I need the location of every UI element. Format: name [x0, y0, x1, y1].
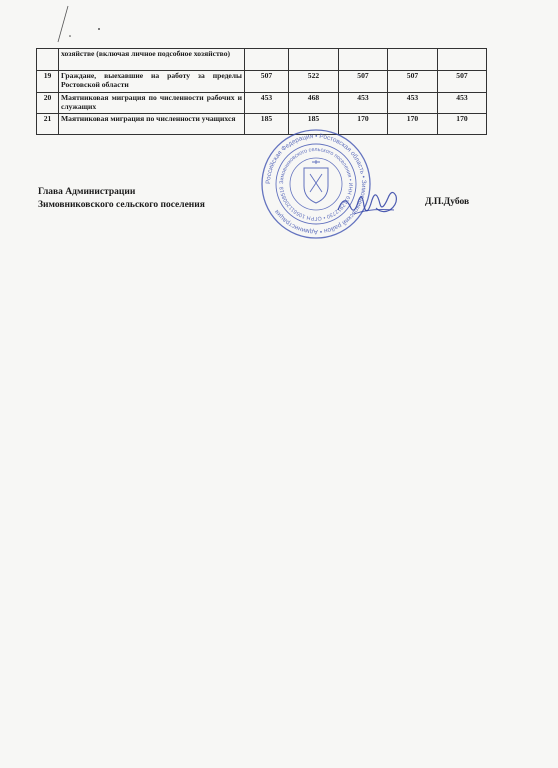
coat-of-arms-icon	[304, 160, 328, 203]
value-cell	[438, 49, 487, 71]
value-cell: 185	[289, 114, 339, 135]
value-cell	[339, 49, 388, 71]
signatory-name: Д.П.Дубов	[425, 197, 470, 207]
value-cell: 453	[438, 93, 487, 114]
scan-artifact-dot	[96, 26, 102, 32]
value-cell: 170	[388, 114, 438, 135]
value-cell: 453	[245, 93, 289, 114]
row-description: Маятниковая миграция по численности учащихся	[59, 114, 245, 135]
value-cell	[289, 49, 339, 71]
row-number: 20	[37, 93, 59, 114]
row-number: 21	[37, 114, 59, 135]
value-cell: 468	[289, 93, 339, 114]
position-title: Глава Администрации	[38, 187, 136, 197]
table-row	[37, 49, 487, 71]
value-cell: 170	[339, 114, 388, 135]
value-cell: 507	[245, 71, 289, 93]
value-cell: 185	[245, 114, 289, 135]
seal-outer-text: Российская Федерация • Ростовская область • Зимовниковский район • Администрация	[264, 132, 368, 236]
value-cell	[388, 49, 438, 71]
value-cell	[245, 49, 289, 71]
signature-block	[38, 186, 205, 212]
value-cell: 453	[388, 93, 438, 114]
scan-artifact-mark	[56, 4, 76, 44]
value-cell: 507	[438, 71, 487, 93]
value-cell: 170	[438, 114, 487, 135]
row-number	[37, 49, 59, 71]
value-cell: 507	[339, 71, 388, 93]
row-description: Граждане, выехавшие на работу за пределы Ростовской области	[59, 71, 245, 93]
value-cell: 507	[388, 71, 438, 93]
organization-name: Зимовниковского сельского поселения	[38, 200, 205, 210]
table-row	[37, 71, 487, 93]
value-cell: 453	[339, 93, 388, 114]
table-row	[37, 93, 487, 114]
row-description: хозяйстве (включая личное подсобное хозяйство)	[59, 49, 245, 71]
row-number: 19	[37, 71, 59, 93]
row-description: Маятниковая миграция по численности рабочих и служащих	[59, 93, 245, 114]
migration-table	[36, 48, 487, 135]
handwritten-signature	[334, 180, 404, 224]
value-cell: 522	[289, 71, 339, 93]
seal-inner-text: Зимовниковского сельского поселения • ИНН 6112912730 • ОГРН 1056112008518	[278, 146, 354, 222]
